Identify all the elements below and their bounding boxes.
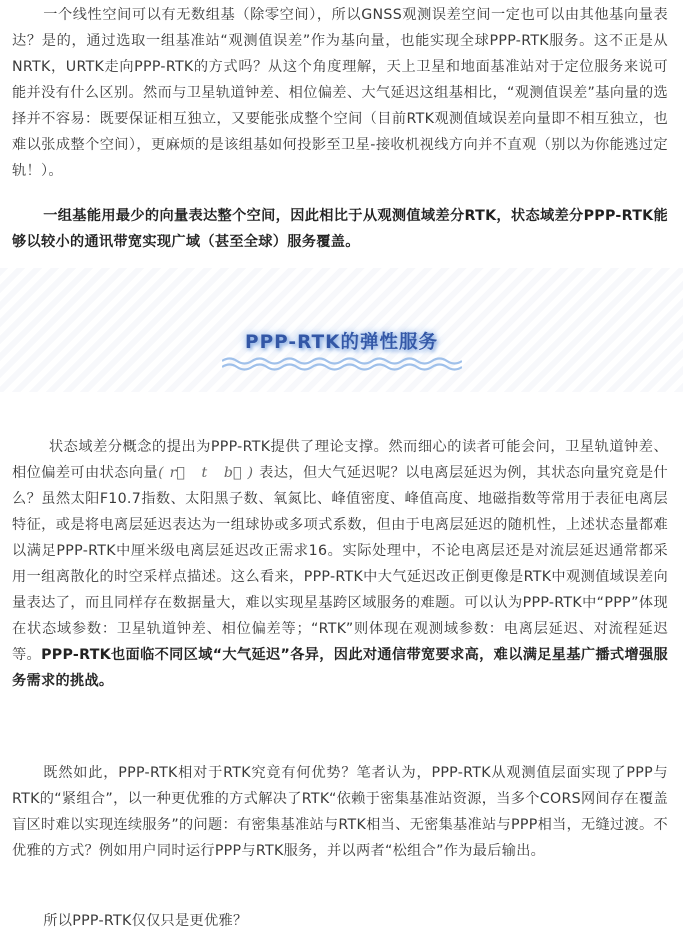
paragraph-advantage: 既然如此，PPP-RTK相对于RTK究竟有何优势？笔者认为，PPP-RTK从观测值层面实现了PPP与RTK的“紧组合”，以一种更优雅的方式解决了RTK“依赖于密集基准站资源，当多个CORS网间存在覆盖盲区时难以实现连续服务”的问题：有密集基准站与RTK相当、无密集基准站与PPP相当，无缝过渡。不优雅的方式？例如用户同时运行PPP与RTK服务，并以两者“松组合”作为最后输出。 [12,765,668,859]
state-vector-formula: (r⃗ t b⃗) [158,465,259,481]
paragraph-bold-summary: 一组基能用最少的向量表达整个空间，因此相比于从观测值域差分RTK，状态域差分PPP-RTK能够以较小的通讯带宽实现广域（甚至全球）服务覆盖。 [12,208,668,250]
paragraph-state-domain: 状态域差分概念的提出为PPP-RTK提供了理论支撑。然而细心的读者可能会问，卫星轨道钟差、相位偏差可由状态向量(r⃗ t b⃗)表达，但大气延迟呢？以电离层延迟为例，其状态向量究竟是什么？虽然太阳F10.7指数、太阳黑子数、氧氮比、峰值密度、峰值高度、地磁指数等常用于表征电离层特征，或是将电离层延迟表达为一组球协或多项式系数，但由于电离层延迟的随机性，上述状态量都难以满足PPP-RTK中厘米级电离层延迟改正需求16。实际处理中，不论电离层还是对流层延迟通常都采用一组离散化的时空采样点描述。这么看来，PPP-RTK中大气延迟改正倒更像是RTK中观测值域误差向量表达了，而且同样存在数据量大，难以实现星基跨区域服务的难题。可以认为PPP-RTK中“PPP”体现在状态域参数：卫星轨道钟差、相位偏差等；“RTK”则体现在观测域参数：电离层延迟、对流程延迟等。PPP-RTK也面临不同区域“大气延迟”各异，因此对通信带宽要求高，难以满足星基广播式增强服务需求的挑战。 [12,439,668,689]
section-heading: PPP-RTK的弹性服务 [245,332,438,353]
paragraph-linear-space: 一个线性空间可以有无数组基（除零空间），所以GNSS观测误差空间一定也可以由其他基向量表达？是的，通过选取一组基准站“观测值误差”作为基向量，也能实现全球PPP-RTK服务。这不正是从NRTK，URTK走向PPP-RTK的方式吗？从这个角度理解，天上卫星和地面基准站对于定位服务来说可能并没有什么区别。然而与卫星轨道钟差、相位偏差、大气延迟这组基相比，“观测值误差”基向量的选择并不容易：既要保证相互独立，又要能张成整个空间（目前RTK观测值域误差向量即不相互独立，也难以张成整个空间），更麻烦的是该组基如何投影至卫星-接收机视线方向并不直观（别以为你能逃过定轨！）。 [12,7,668,179]
paragraph-question: 所以PPP-RTK仅仅只是更优雅？ [43,913,248,929]
wave-divider-icon [222,356,462,372]
bold-challenge-text: PPP-RTK也面临不同区域“大气延迟”各异，因此对通信带宽要求高，难以满足星基广播式增强服务需求的挑战。 [12,647,668,689]
